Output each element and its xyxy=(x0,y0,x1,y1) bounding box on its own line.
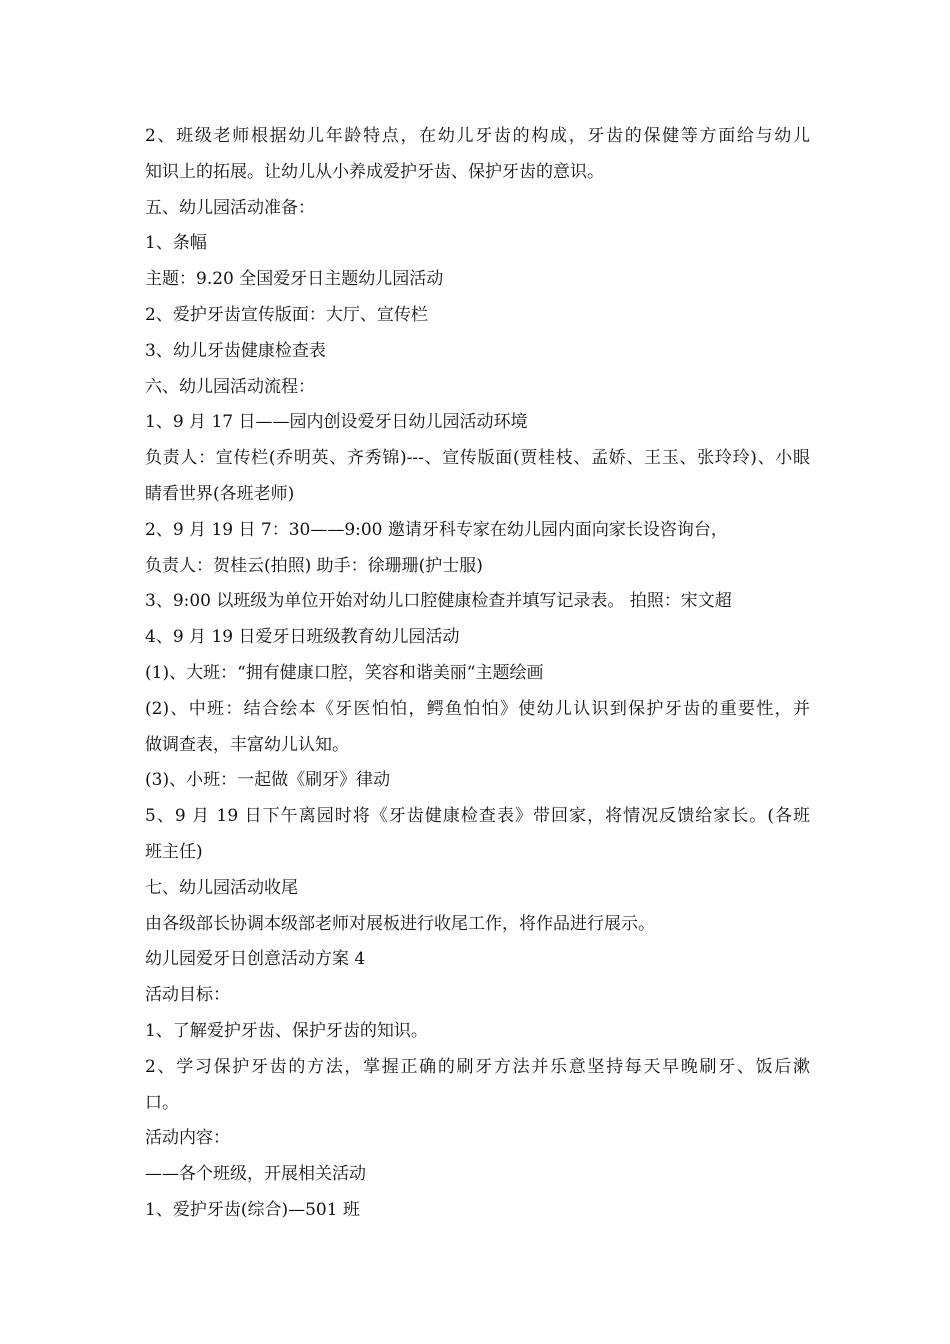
text-line: 睛看世界(各班老师) xyxy=(145,483,295,504)
text-line: 2、爱护牙齿宣传版面：大厅、宣传栏 xyxy=(145,304,428,325)
text-line: 1、爱护牙齿(综合)—501 班 xyxy=(145,1199,360,1220)
text-line: 活动内容： xyxy=(145,1128,230,1149)
text-line: 活动目标： xyxy=(145,985,230,1006)
text-line: 六、幼儿园活动流程： xyxy=(145,376,315,397)
text-line: 1、9 月 17 日——园内创设爱牙日幼儿园活动环境 xyxy=(145,412,528,433)
text-line: 幼儿园爱牙日创意活动方案 4 xyxy=(145,949,366,970)
text-line: 由各级部长协调本级部老师对展板进行收尾工作，将作品进行展示。 xyxy=(145,913,655,934)
text-line: 负责人：贺桂云(拍照) 助手：徐珊珊(护士服) xyxy=(145,555,483,576)
text-line: 2、9 月 19 日 7：30——9:00 邀请牙科专家在幼儿园内面向家长设咨询台， xyxy=(145,519,728,540)
text-line: 1、条幅 xyxy=(145,233,207,254)
text-line: 五、幼儿园活动准备： xyxy=(145,197,315,218)
text-line: 做调查表，丰富幼儿认知。 xyxy=(145,734,349,755)
text-line: 3、幼儿牙齿健康检查表 xyxy=(145,340,326,361)
text-line: 2、学习保护牙齿的方法，掌握正确的刷牙方法并乐意坚持每天早晚刷牙、饭后漱 xyxy=(145,1056,810,1077)
text-line: 知识上的拓展。让幼儿从小养成爱护牙齿、保护牙齿的意识。 xyxy=(145,161,604,182)
text-line: (2)、中班：结合绘本《牙医怕怕，鳄鱼怕怕》使幼儿认识到保护牙齿的重要性，并 xyxy=(145,698,810,719)
document-body xyxy=(145,119,810,1229)
text-line: 班主任) xyxy=(145,841,203,862)
text-line: 主题：9.20 全国爱牙日主题幼儿园活动 xyxy=(145,269,444,290)
text-line: (3)、小班：一起做《刷牙》律动 xyxy=(145,770,391,791)
text-line: 4、9 月 19 日爱牙日班级教育幼儿园活动 xyxy=(145,627,460,648)
text-line: ——各个班级，开展相关活动 xyxy=(145,1164,366,1185)
text-line: 1、了解爱护牙齿、保护牙齿的知识。 xyxy=(145,1020,428,1041)
text-line: 5、9 月 19 日下午离园时将《牙齿健康检查表》带回家，将情况反馈给家长。(各班 xyxy=(145,806,810,827)
text-line: 口。 xyxy=(145,1092,179,1113)
text-line: 3、9:00 以班级为单位开始对幼儿口腔健康检查并填写记录表。 拍照：宋文超 xyxy=(145,591,732,612)
text-line: 2、班级老师根据幼儿年龄特点，在幼儿牙齿的构成，牙齿的保健等方面给与幼儿 xyxy=(145,126,810,146)
text-line: 负责人：宣传栏(乔明英、齐秀锦)---、宣传版面(贾桂枝、孟娇、王玉、张玲玲)、小眼 xyxy=(145,448,810,469)
text-line: (1)、大班：“拥有健康口腔，笑容和谐美丽“主题绘画 xyxy=(145,662,544,683)
text-line: 七、幼儿园活动收尾 xyxy=(145,877,298,898)
